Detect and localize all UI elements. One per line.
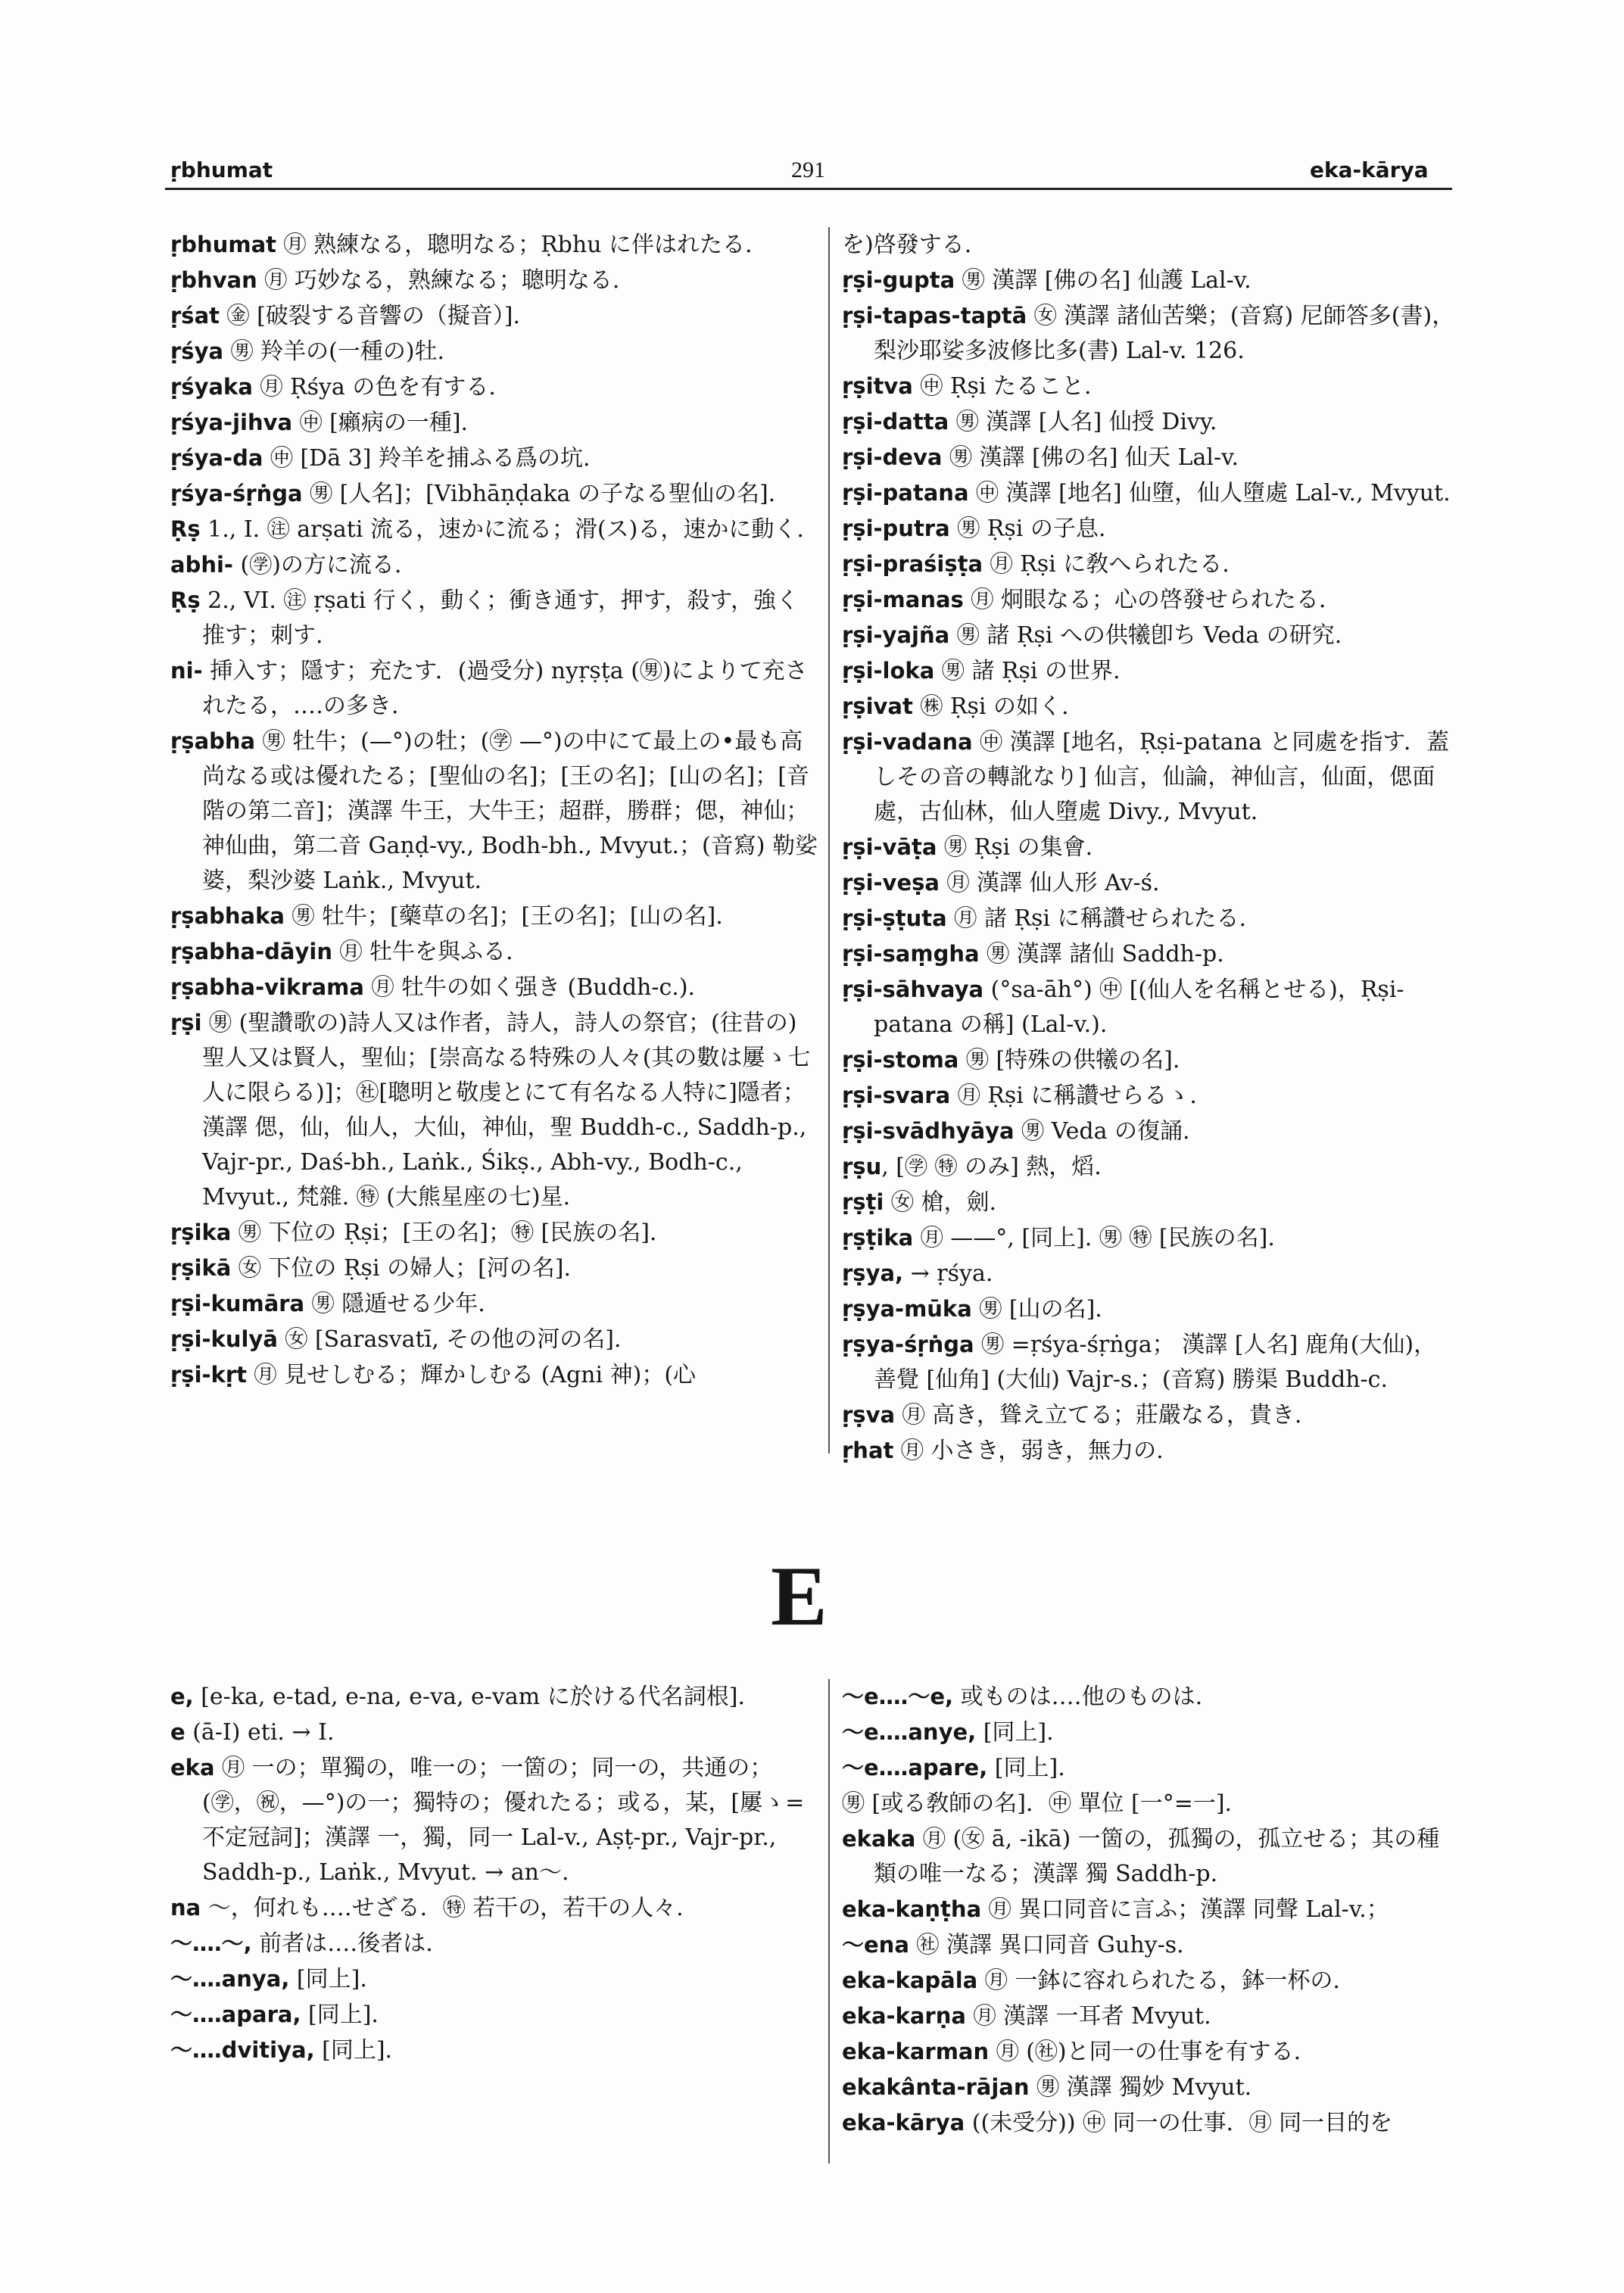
entry-definition: 1., I. ㊟ arṣati 流る，速かに流る；滑(ス)る，速かに動く. [200, 516, 804, 543]
column-divider-top [828, 227, 830, 1453]
entry-headword: ṛṣya-śṛṅga [842, 1332, 974, 1357]
entry-headword: ekakânta-rājan [842, 2074, 1030, 2100]
entry-definition: ㊚ [山の名]. [971, 1296, 1102, 1323]
dictionary-entry [170, 547, 818, 583]
entry-headword: eka [170, 1755, 215, 1781]
dictionary-entry [170, 724, 818, 899]
entry-definition: ㊚ Ṛṣi の集會. [937, 834, 1093, 861]
entry-headword: ṛṣi-stoma [842, 1047, 959, 1073]
entry-headword: 〜‥‥dvitiya, [170, 2037, 315, 2063]
entry-definition: ㊊ 漢譯 一耳者 Mvyut. [965, 2003, 1211, 2030]
dictionary-entry [842, 1291, 1455, 1327]
entry-headword: e [170, 1719, 185, 1745]
dictionary-entry [842, 1042, 1455, 1078]
entry-definition: ㊥ [Dā 3] 羚羊を捕ふる爲の坑. [263, 445, 591, 472]
entry-headword: ṛśya-jihva [170, 410, 293, 435]
entry-headword: ṛṣi-gupta [842, 267, 955, 293]
entry-headword: ṛṣi [170, 1010, 202, 1036]
dictionary-entry [842, 2034, 1455, 2070]
dictionary-entry [842, 1679, 1455, 1715]
entry-headword: ṛhat [842, 1438, 894, 1463]
entry-definition: ((未受分)) ㊥ 同一の仕事．㊊ 同一目的を [965, 2110, 1393, 2136]
entry-definition: ㊓ 漢譯 異口同音 Guhy-s. [909, 1932, 1184, 1958]
dictionary-entry [170, 934, 818, 970]
dictionary-entry [170, 2033, 818, 2068]
entry-headword: 〜‥‥〜, [170, 1930, 252, 1956]
entry-headword: ṛṣi-saṃgha [842, 941, 980, 967]
entry-definition: ㊚ 漢譯 獨妙 Mvyut. [1029, 2074, 1252, 2101]
entry-headword: 〜e‥‥anye, [842, 1719, 977, 1745]
entry-headword: ṛṣi-patana [842, 480, 969, 506]
entry-headword: na [170, 1895, 201, 1921]
entry-definition: ㊊ Ṛṣi に敎へられたる. [983, 551, 1230, 578]
entry-headword: ṛṣi-veṣa [842, 870, 940, 896]
dictionary-entry [170, 1997, 818, 2033]
entry-headword: ṛṣi-yajña [842, 622, 950, 648]
dictionary-entry [842, 475, 1455, 511]
entry-definition: ㊊ (㊓)と同一の仕事を有する. [989, 2039, 1301, 2065]
dictionary-entry [842, 689, 1455, 724]
entry-definition: ㊎ [破裂する音響の（擬音）]. [220, 303, 521, 329]
entry-headword: ṛṣya-mūka [842, 1296, 972, 1322]
entry-definition: (ā-I) eti. → I. [185, 1719, 335, 1746]
entry-definition: ㊚ Ṛṣi の子息. [949, 516, 1106, 542]
dictionary-entry [842, 511, 1455, 547]
entry-headword: ṛṣi-tapas-taptā [842, 303, 1027, 329]
dictionary-entry [842, 936, 1455, 972]
entry-headword: ṛṣi-kumāra [170, 1291, 305, 1316]
dictionary-entry [842, 1786, 1455, 1821]
dictionary-entry [170, 227, 818, 263]
column-e-left [170, 1679, 818, 2068]
dictionary-entry [842, 440, 1455, 475]
dictionary-entry [170, 583, 818, 653]
entry-definition: ㊚ Veda の復誦. [1014, 1118, 1190, 1145]
entry-headword: Ṛṣ [170, 516, 201, 542]
entry-headword: ṛṣi-putra [842, 516, 950, 541]
dictionary-entry [170, 1357, 818, 1393]
dictionary-entry [842, 1114, 1455, 1149]
dictionary-entry [170, 1961, 818, 1997]
entry-headword: 〜‥‥anya, [170, 1966, 290, 1992]
entry-headword: ṛṣi-sāhvaya [842, 977, 984, 1002]
entry-headword: ṛṣi-kulyā [170, 1326, 278, 1352]
entry-definition: 〜，何れも‥‥せざる．㊕ 若干の，若干の人々. [201, 1895, 684, 1921]
entry-definition: (°sa-āh°) ㊥ [(仙人を名稱とせる)，Ṛṣi-patana の稱] (Lal-v.). [874, 977, 1404, 1038]
entry-headword: e, [170, 1684, 194, 1709]
dictionary-entry [170, 1251, 818, 1286]
entry-headword: ṛṣi-kṛt [170, 1362, 247, 1388]
entry-definition: ㊛ [Sarasvatī, その他の河の名]. [277, 1326, 622, 1353]
dictionary-entry [170, 476, 818, 512]
entry-headword: ṛbhumat [170, 232, 277, 257]
entry-definition: ㊛ 槍，劍. [884, 1189, 996, 1216]
entry-definition: ㊚ 漢譯 [佛の名] 仙護 Lal-v. [955, 267, 1252, 294]
entry-headword: ṛśya [170, 338, 224, 364]
entry-headword: ni- [170, 658, 203, 684]
column-r-left [170, 227, 818, 1393]
entry-headword: 〜‥‥apara, [170, 2002, 301, 2027]
entry-headword: ṛṣabha-dāyin [170, 939, 332, 964]
entry-headword: ṛbhvan [170, 267, 257, 293]
entry-headword: eka-kapāla [842, 1967, 978, 1993]
entry-definition: ㊊ 高き，聳え立てる；莊嚴なる，貴き. [895, 1402, 1302, 1428]
entry-definition: 2., VI. ㊟ ṛṣati 行く，動く；衝き通す，押す，殺す，強く推す；刺す. [200, 587, 799, 649]
dictionary-entry [170, 1715, 818, 1750]
entry-definition: ㊊ 小さき，弱き，無力の. [893, 1438, 1164, 1464]
entry-headword: ṛśyaka [170, 374, 253, 400]
entry-definition: ㊚ 漢譯 諸仙 Saddh-p. [979, 941, 1224, 967]
entry-definition: ㊊ 見せしむる；輝かしむる (Agni 神)；(心 [247, 1362, 697, 1388]
dictionary-entry [170, 1215, 818, 1251]
entry-headword: ṛṣi-manas [842, 587, 964, 612]
entry-headword: eka-kārya [842, 2110, 965, 2136]
entry-headword: ṛṣivat [842, 693, 913, 719]
entry-headword: eka-kaṇṭha [842, 1896, 982, 1922]
dictionary-entry [170, 1750, 818, 1890]
entry-definition: ㊚ 諸 Ṛṣi の世界. [934, 658, 1121, 684]
entry-definition: ㊚ [或る敎師の名]．㊥ 單位 [一°=一]. [842, 1790, 1233, 1817]
entry-definition: ㊊ 一鉢に容れられたる，鉢一杯の. [977, 1967, 1340, 1994]
dictionary-entry [170, 405, 818, 441]
header-rule [165, 188, 1452, 190]
dictionary-entry [170, 1890, 818, 1926]
entry-headword: ṛṣi-svādhyāya [842, 1118, 1015, 1144]
entry-headword: ṛṣu [842, 1154, 882, 1179]
entry-headword: ṛṣika [170, 1220, 232, 1245]
entry-headword: eka-karṇa [842, 2003, 966, 2029]
dictionary-entry [170, 1322, 818, 1357]
entry-definition: ㊥ 漢譯 [地名] 仙墮，仙人墮處 Lal-v., Mvyut. [968, 480, 1451, 506]
entry-headword: ṛṣi-ṣṭuta [842, 905, 947, 931]
entry-definition: (㊫)の方に流る. [232, 552, 402, 578]
entry-headword: ṛṣṭi [842, 1189, 884, 1215]
dictionary-entry [842, 1149, 1455, 1185]
entry-definition: ㊚ 隱遁せる少年. [304, 1291, 485, 1317]
dictionary-entry [842, 724, 1455, 830]
entry-headword: abhi- [170, 552, 233, 578]
entry-definition: を)啓發する. [842, 232, 972, 258]
dictionary-entry [842, 582, 1455, 618]
dictionary-entry [170, 263, 818, 298]
running-head-left: ṛbhumat [170, 157, 273, 182]
entry-definition: ㊛ 下位の Ṛṣi の婦人；[河の名]. [231, 1255, 572, 1282]
dictionary-entry [170, 1679, 818, 1715]
entry-definition: ㊥ [癩病の一種]. [292, 410, 469, 436]
dictionary-entry [842, 227, 1455, 263]
entry-definition: [e-ka, e-tad, e-na, e-va, e-vam に於ける代名詞根]. [193, 1684, 745, 1710]
entry-definition: ㊑ Ṛṣi の如く. [912, 693, 1069, 720]
entry-headword: 〜e‥‥〜e, [842, 1684, 954, 1709]
dictionary-entry [842, 653, 1455, 689]
entry-definition: ㊚ 漢譯 [人名] 仙授 Divy. [949, 409, 1217, 435]
entry-headword: ṛṣva [842, 1402, 896, 1428]
dictionary-entry [170, 1926, 818, 1961]
dictionary-entry [842, 547, 1455, 582]
entry-headword: Ṛṣ [170, 587, 201, 613]
entry-definition: ㊚ (聖讚歌の)詩人又は作者，詩人，詩人の祭官；(往昔の)聖人又は賢人，聖仙；[崇高なる特殊の人々(其の數は屢ゝ七人に限らる)]；㊓[聰明と敬虔とにて有名なる人特に]隱者；漢譯 偲，仙，仙人，大仙，神仙，聖 Buddh-c., Saddh-p., Vajr-pr., Daś-bh., Laṅk., Śikṣ., Abh-vy., Bodh-c., Mvyut., 梵雜. ㊕ (大熊星座の七)星. [201, 1010, 811, 1210]
column-e-right [842, 1679, 1455, 2141]
dictionary-entry [842, 263, 1455, 298]
entry-definition: ㊚ 羚羊の(一種の)牡. [223, 338, 445, 365]
section-letter: E [771, 1550, 828, 1643]
dictionary-entry [842, 1397, 1455, 1433]
dictionary-entry [170, 369, 818, 405]
entry-definition: ㊚ [人名]；[Vibhāṇḍaka の子なる聖仙の名]. [302, 481, 776, 507]
entry-definition: ㊥ 漢譯 [地名，Ṛṣi-patana と同處を指す．蓋しその音の轉訛なり] 仙言，仙論，神仙言，仙面，偲面處，古仙林，仙人墮處 Divy., Mvyut. [874, 729, 1449, 825]
dictionary-entry [842, 1433, 1455, 1469]
entry-headword: ṛṣi-svara [842, 1083, 951, 1108]
running-head-right: eka-kārya [1310, 157, 1429, 182]
entry-definition: [同上]. [301, 2002, 379, 2028]
entry-headword: ṛśya-śṛṅga [170, 481, 303, 506]
dictionary-entry [842, 2105, 1455, 2141]
dictionary-entry [170, 1005, 818, 1215]
entry-definition: ㊚ =ṛśya-śṛṅga； 漢譯 [人名] 鹿角(大仙)，善覺 [仙角] (大仙) Vajr-s.；(音寫) 勝渠 Buddh-c. [874, 1332, 1437, 1393]
dictionary-entry [170, 298, 818, 334]
entry-headword: 〜e‥‥apare, [842, 1755, 988, 1781]
entry-definition: ㊊ Ṛṣi に稱讚せらるゝ. [950, 1083, 1197, 1109]
entry-definition: ㊊ 漢譯 仙人形 Av-ś. [939, 870, 1160, 896]
entry-definition: ㊊ 熟練なる，聰明なる；Ṛbhu に伴はれたる. [276, 232, 753, 258]
entry-definition: ㊊ 牡牛を與ふる. [332, 939, 513, 965]
dictionary-entry [170, 653, 818, 724]
dictionary-entry [170, 970, 818, 1005]
entry-headword: ṛṣya, [842, 1260, 904, 1286]
dictionary-entry [842, 1185, 1455, 1220]
entry-definition: ㊊ Ṛśya の色を有する. [252, 374, 496, 400]
column-divider-bottom [828, 1679, 830, 2164]
dictionary-entry [842, 1892, 1455, 1927]
dictionary-entry [842, 1999, 1455, 2034]
entry-definition: [同上]. [976, 1719, 1054, 1746]
entry-headword: ṛṣi-deva [842, 444, 943, 470]
dictionary-entry [842, 369, 1455, 404]
entry-headword: ṛṣi-vāṭa [842, 834, 937, 860]
dictionary-entry [170, 1286, 818, 1322]
entry-definition: , [㊫ ㊕ のみ] 熱，熖. [881, 1154, 1102, 1180]
dictionary-entry [842, 1715, 1455, 1750]
entry-headword: ṛṣabha [170, 728, 256, 754]
dictionary-entry [842, 1078, 1455, 1114]
dictionary-entry [842, 298, 1455, 369]
entry-headword: 〜ena [842, 1932, 909, 1958]
entry-headword: ṛṣabha-vikrama [170, 974, 364, 1000]
entry-headword: ṛṣi-praśiṣṭa [842, 551, 983, 577]
entry-definition: [同上]. [314, 2037, 393, 2064]
dictionary-entry [842, 1927, 1455, 1963]
entry-headword: ekaka [842, 1826, 916, 1852]
entry-headword: ṛṣabhaka [170, 903, 285, 929]
entry-definition: ㊚ 牡牛；(—°)の牡；(㊫ —°)の中にて最上の•最も高尚なる或は優れたる；[聖仙の名]；[王の名]；[山の名]；[音階の第二音]；漢譯 牛王，大牛王；超群，勝群；偲，神仙；神仙曲，第二音 Gaṇḍ-vy., Bodh-bh., Mvyut.；(音寫) 勒娑婆，梨沙婆 Laṅk., Mvyut. [202, 728, 818, 894]
dictionary-entry [842, 830, 1455, 865]
dictionary-entry [842, 1821, 1455, 1892]
entry-definition: ㊚ 下位の Ṛṣi；[王の名]；㊕ [民族の名]. [231, 1220, 657, 1246]
entry-definition: ㊛ 漢譯 諸仙苦樂；(音寫) 尼師答多(書)，梨沙耶娑多波修比多(書) Lal-v. 126. [874, 303, 1455, 364]
entry-headword: ṛṣi-loka [842, 658, 935, 684]
entry-definition: ㊊ 炯眼なる；心の啓發せられたる. [963, 587, 1326, 613]
entry-definition: [同上]. [289, 1966, 367, 1992]
entry-headword: eka-karman [842, 2039, 990, 2064]
entry-definition: ㊊ 一の；單獨の，唯一の；一箇の；同一の，共通の；(㊫，㊗，—°)の一；獨特の；優れたる；或る，某，[屢ゝ=不定冠詞]；漢譯 一，獨，同一 Lal-v., Aṣṭ-pr., Vajr-pr., Saddh-p., Laṅk., Mvyut. → an〜. [202, 1755, 805, 1886]
column-r-right [842, 227, 1455, 1469]
entry-definition: ㊊ 異口同音に言ふ；漢譯 同聲 Lal-v.； [981, 1896, 1389, 1923]
dictionary-entry [170, 512, 818, 547]
dictionary-entry [842, 1963, 1455, 1999]
dictionary-entry [842, 1327, 1455, 1397]
dictionary-entry [170, 334, 818, 369]
entry-definition: ㊥ Ṛṣi たること. [912, 373, 1092, 400]
dictionary-entry [170, 441, 818, 476]
entry-headword: ṛṣikā [170, 1255, 232, 1281]
entry-definition: ㊊ ——°, [同上]. ㊚ ㊕ [民族の名]. [913, 1225, 1275, 1251]
entry-definition: ㊊ 巧妙なる，熟練なる；聰明なる. [257, 267, 620, 294]
entry-definition: ㊚ 諸 Ṛṣi への供犧卽ち Veda の研究. [949, 622, 1342, 649]
dictionary-entry [842, 1256, 1455, 1291]
entry-definition: [同上]. [987, 1755, 1065, 1781]
entry-headword: ṛśya-da [170, 445, 263, 471]
entry-definition: ㊊ 牡牛の如く强き (Buddh-c.). [363, 974, 696, 1001]
dictionary-entry [842, 901, 1455, 936]
entry-headword: ṛṣṭika [842, 1225, 914, 1251]
dictionary-entry [842, 1750, 1455, 1786]
entry-headword: ṛṣi-vadana [842, 729, 973, 755]
entry-headword: ṛśat [170, 303, 220, 329]
dictionary-entry [842, 618, 1455, 653]
entry-definition: ㊚ 漢譯 [佛の名] 仙天 Lal-v. [942, 444, 1239, 471]
dictionary-entry [170, 899, 818, 934]
entry-definition: ㊚ [特殊の供犧の名]. [959, 1047, 1180, 1073]
entry-definition: ㊚ 牡牛；[藥草の名]；[王の名]；[山の名]. [284, 903, 723, 930]
entry-definition: 或ものは‥‥他のものは. [953, 1684, 1203, 1710]
entry-headword: ṛṣitva [842, 373, 913, 399]
entry-definition: 前者は‥‥後者は. [251, 1930, 433, 1957]
entry-definition: 挿入す；隱す；充たす．(過受分) nyṛṣṭa (㊚)によりて充されたる，‥‥の多き. [202, 658, 808, 719]
dictionary-entry [842, 1220, 1455, 1256]
dictionary-entry [842, 865, 1455, 901]
dictionary-entry [842, 404, 1455, 440]
entry-definition: → ṛśya. [903, 1260, 993, 1287]
entry-headword: ṛṣi-datta [842, 409, 949, 435]
dictionary-entry [842, 2070, 1455, 2105]
dictionary-entry [842, 972, 1455, 1042]
entry-definition: ㊊ 諸 Ṛṣi に稱讚せられたる. [946, 905, 1247, 932]
page-number: 291 [791, 157, 825, 182]
entry-definition: ㊊ (㊛ ā, -ikā) 一箇の，孤獨の，孤立せる；其の種類の唯一なる；漢譯 獨 Saddh-p. [874, 1826, 1440, 1887]
